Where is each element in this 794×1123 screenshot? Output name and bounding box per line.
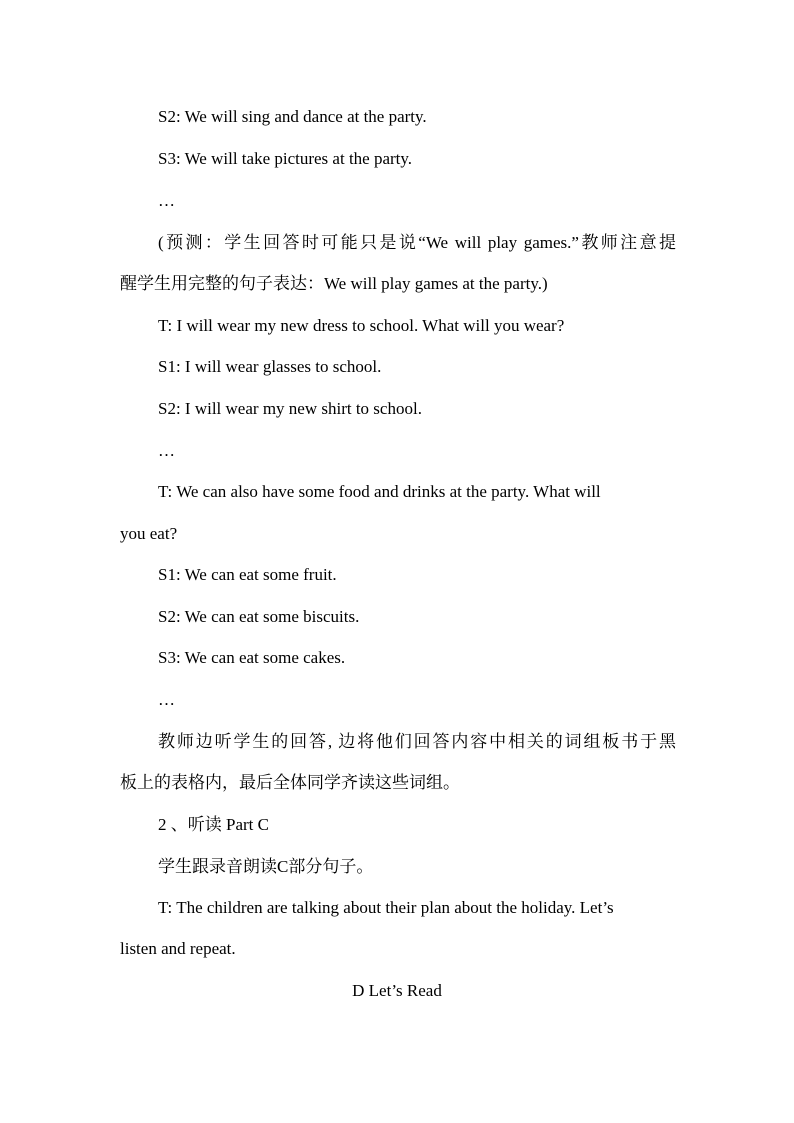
dialogue-line-s2-biscuits: S2: We can eat some biscuits. [158, 607, 360, 626]
prediction-note-line-1: (预测：学生回答时可能只是说“We will play games.”教师注意提 [158, 233, 676, 252]
dialogue-line-s1-fruit: S1: We can eat some fruit. [158, 565, 337, 584]
part-c-instruction: 学生跟录音朗读C部分句子。 [158, 857, 374, 876]
dialogue-line-s2-sing: S2: We will sing and dance at the party. [158, 107, 427, 126]
dialogue-line-s3-pictures: S3: We will take pictures at the party. [158, 149, 413, 168]
dialogue-line-s3-cakes: S3: We can eat some cakes. [158, 648, 346, 667]
dialogue-line-t-food-1: T: We can also have some food and drinks at the party. What will [158, 482, 601, 501]
prediction-note-line-2: 醒学生用完整的句子表达：We will play games at the party.) [120, 274, 548, 293]
dialogue-line-t-holiday-2: listen and repeat. [120, 939, 236, 958]
teacher-note-line-2: 板上的表格内，最后全体同学齐读这些词组。 [120, 773, 460, 792]
teacher-note-line-1: 教师边听学生的回答, 边将他们回答内容中相关的词组板书于黑 [158, 732, 676, 751]
section-heading-part-c: 2 、听读 Part C [158, 815, 269, 834]
dialogue-line-t-wear: T: I will wear my new dress to school. What will you wear? [158, 316, 565, 335]
ellipsis-1: … [158, 191, 175, 210]
dialogue-line-t-holiday-1: T: The children are talking about their plan about the holiday. Let’s [158, 898, 614, 917]
ellipsis-3: … [158, 690, 175, 709]
dialogue-line-s1-glasses: S1: I will wear glasses to school. [158, 357, 382, 376]
dialogue-line-t-food-2: you eat? [120, 524, 178, 543]
section-heading-d: D Let’s Read [352, 981, 442, 1000]
dialogue-line-s2-shirt: S2: I will wear my new shirt to school. [158, 399, 422, 418]
ellipsis-2: … [158, 441, 175, 460]
